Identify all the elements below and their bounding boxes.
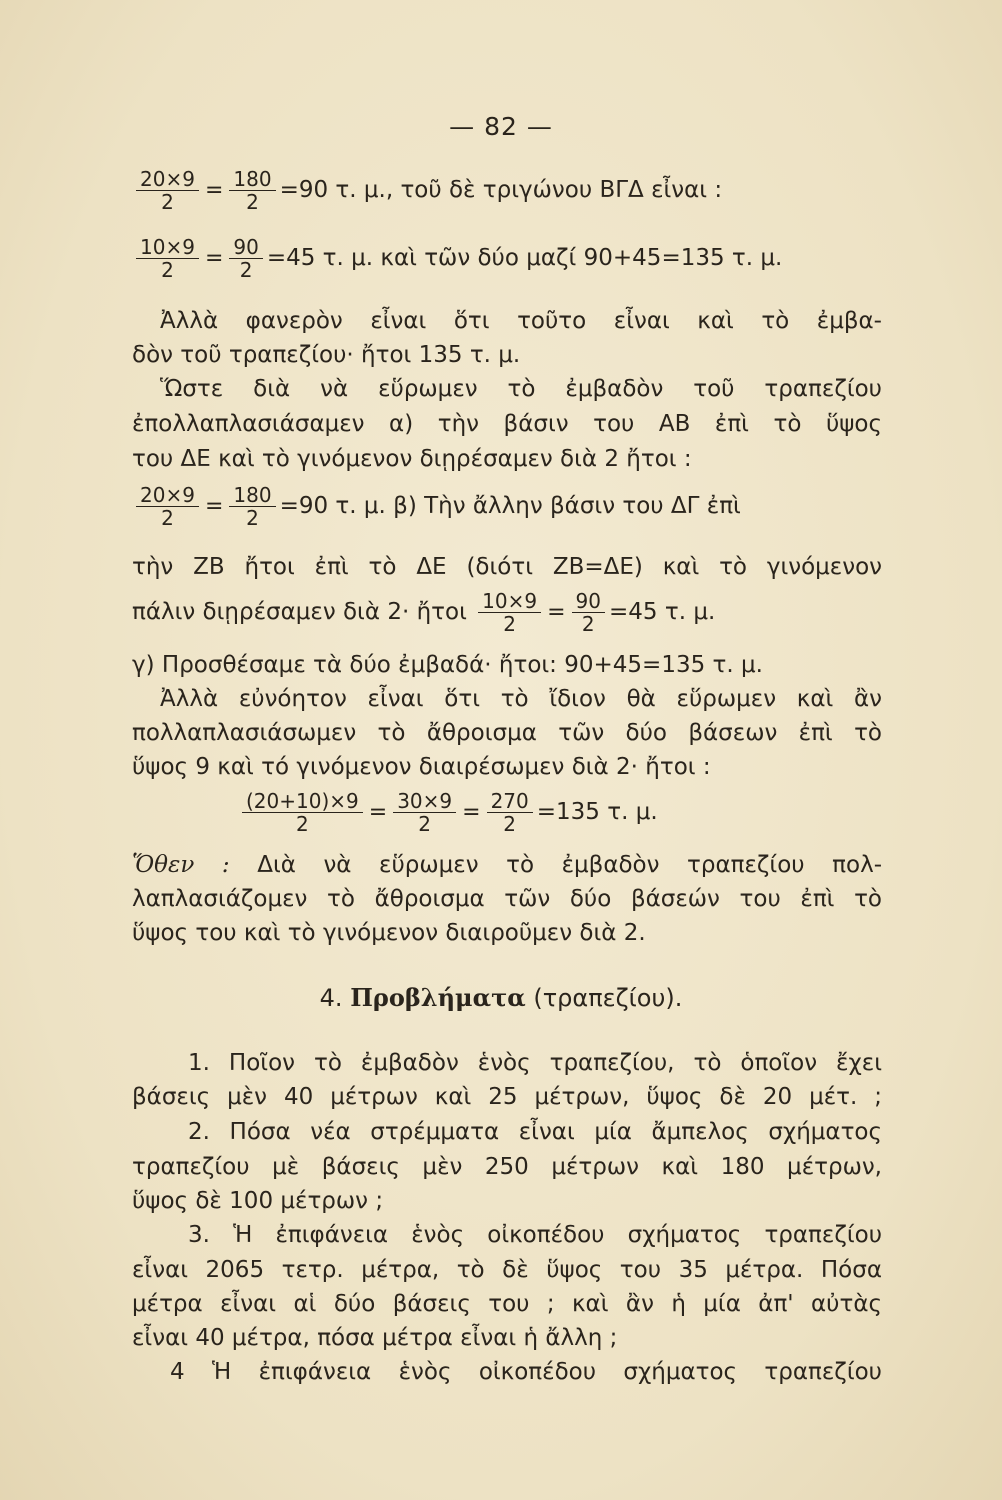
fraction — [229, 168, 275, 213]
section-heading — [0, 983, 1002, 1013]
calc-tail: =45 τ. μ. — [609, 599, 716, 625]
calc-line-3 — [132, 484, 882, 529]
paragraph-line: πολλαπλασιάσωμεν τὸ ἄθροισμα τῶν δύο βάσεων ἐπὶ τὸ — [132, 720, 882, 746]
calc-tail: =90 τ. μ., τοῦ δὲ τριγώνου ΒΓΔ εἶναι : — [279, 177, 723, 203]
paragraph-line: Ὥστε διὰ νὰ εὕρωμεν τὸ ἐμβαδὸν τοῦ τραπεζίου — [160, 376, 882, 402]
numerator: 180 — [233, 483, 272, 507]
numerator: 20×9 — [140, 483, 195, 507]
problem-line: ὕψος δὲ 100 μέτρων ; — [132, 1188, 384, 1214]
problem-line: τραπεζίου μὲ βάσεις μὲν 250 μέτρων καὶ 180 μέτρων, — [132, 1154, 882, 1180]
equals-sign: = — [462, 799, 481, 825]
equals-sign: = — [368, 799, 388, 825]
problem-line: 2. Πόσα νέα στρέμματα εἶναι μία ἄμπελος σχήματος — [188, 1119, 882, 1145]
paragraph-line: ὕψος 9 καὶ τό γινόμενον διαιρέσωμεν διὰ 2· ἤτοι : — [132, 754, 711, 780]
denominator: 2 — [136, 190, 199, 213]
paragraph-line: τὴν ΖΒ ἤτοι ἐπὶ τὸ ΔΕ (διότι ΖΒ=ΔΕ) καὶ τὸ γινόμενον — [132, 554, 882, 580]
problem-line: εἶναι 2065 τετρ. μέτρα, τὸ δὲ ὕψος του 35 μέτρα. Πόσα — [132, 1257, 882, 1283]
numerator: 270 — [490, 789, 529, 813]
paragraph-line: γ) Προσθέσαμε τὰ δύο ἐμβαδά· ἤτοι: 90+45=135 τ. μ. — [132, 652, 763, 678]
calc-tail: =45 τ. μ. καὶ τῶν δύο μαζί 90+45=135 τ. μ. — [266, 245, 783, 271]
conclusion-line: ὕψος του καὶ τὸ γινόμενον διαιροῦμεν διὰ 2. — [132, 920, 646, 946]
fraction — [487, 790, 533, 835]
equals-sign: = — [204, 493, 224, 519]
paragraph-line: Ἀλλὰ φανερὸν εἶναι ὅτι τοῦτο εἶναι καὶ τὸ ἐμβα- — [160, 308, 882, 334]
paragraph-line: του ΔΕ καὶ τὸ γινόμενον διῃρέσαμεν διὰ 2 ἤτοι : — [132, 446, 692, 472]
section-title: Προβλήματα — [350, 983, 526, 1012]
calc-tail: =135 τ. μ. — [536, 799, 658, 825]
paragraph-line: Ἀλλὰ εὐνόητον εἶναι ὅτι τὸ ἴδιον θὰ εὕρωμεν καὶ ἂν — [160, 686, 882, 712]
problem-line: 1. Ποῖον τὸ ἐμβαδὸν ἑνὸς τραπεζίου, τὸ ὁποῖον ἔχει — [188, 1050, 882, 1076]
equals-sign: = — [204, 177, 224, 203]
fraction — [478, 590, 541, 635]
paragraph-line: δὸν τοῦ τραπεζίου· ἤτοι 135 τ. μ. — [132, 342, 521, 368]
problem-line: μέτρα εἶναι αἱ δύο βάσεις του ; καὶ ἂν ἡ μία ἀπ' αὐτὰς — [132, 1291, 882, 1317]
fraction — [136, 168, 199, 213]
fraction — [572, 590, 605, 635]
denominator: 2 — [229, 190, 275, 213]
calc-lead: πάλιν διῃρέσαμεν διὰ 2· ἤτοι — [132, 599, 467, 625]
problem-line: βάσεις μὲν 40 μέτρων καὶ 25 μέτρων, ὕψος δὲ 20 μέτ. ; — [132, 1084, 882, 1110]
numerator: 10×9 — [140, 235, 195, 259]
numerator: 180 — [233, 167, 272, 191]
denominator: 2 — [487, 812, 533, 835]
denominator: 2 — [136, 506, 199, 529]
numerator: 20×9 — [140, 167, 195, 191]
problem-line: εἶναι 40 μέτρα, πόσα μέτρα εἶναι ἡ ἄλλη ; — [132, 1325, 618, 1351]
denominator: 2 — [478, 612, 541, 635]
conclusion-line: λαπλασιάζομεν τὸ ἄθροισμα τῶν δύο βάσεών του ἐπὶ τὸ — [132, 886, 882, 912]
calc-tail: =90 τ. μ. β) Τὴν ἄλλην βάσιν του ΔΓ ἐπὶ — [279, 493, 741, 519]
denominator: 2 — [572, 612, 605, 635]
denominator: 2 — [229, 506, 275, 529]
problem-line: 4 Ἡ ἐπιφάνεια ἑνὸς οἰκοπέδου σχήματος τραπεζίου — [170, 1359, 882, 1385]
calc-line-5 — [238, 790, 882, 835]
paragraph-line: ἐπολλαπλασιάσαμεν α) τὴν βάσιν του ΑΒ ἐπὶ τὸ ὕψος — [132, 411, 882, 437]
calc-line-1 — [132, 168, 882, 213]
numerator: (20+10)×9 — [246, 789, 359, 813]
denominator: 2 — [136, 258, 199, 281]
problem-line: 3. Ἡ ἐπιφάνεια ἑνὸς οἰκοπέδου σχήματος τραπεζίου — [188, 1222, 882, 1248]
fraction — [242, 790, 363, 835]
numerator: 30×9 — [397, 789, 453, 813]
numerator: 10×9 — [482, 589, 538, 613]
calc-line-4 — [132, 590, 882, 635]
fraction — [136, 236, 199, 281]
numerator: 90 — [233, 235, 259, 259]
fraction — [393, 790, 456, 835]
fraction — [229, 236, 262, 281]
page-number: — 82 — — [449, 112, 553, 141]
denominator: 2 — [242, 812, 363, 835]
equals-sign: = — [204, 245, 224, 271]
section-subtitle: (τραπεζίου). — [533, 984, 683, 1012]
section-number: 4. — [319, 984, 343, 1012]
conclusion-text: Διὰ νὰ εὕρωμεν τὸ ἐμβαδὸν τραπεζίου πολ- — [257, 852, 882, 878]
calc-line-2 — [132, 236, 882, 281]
fraction — [229, 484, 275, 529]
conclusion-line — [132, 850, 882, 880]
denominator: 2 — [229, 258, 262, 281]
fraction — [136, 484, 199, 529]
equals-sign: = — [547, 599, 566, 625]
numerator: 90 — [575, 589, 601, 613]
conclusion-lead: Ὅθεν : — [132, 852, 230, 878]
denominator: 2 — [393, 812, 456, 835]
